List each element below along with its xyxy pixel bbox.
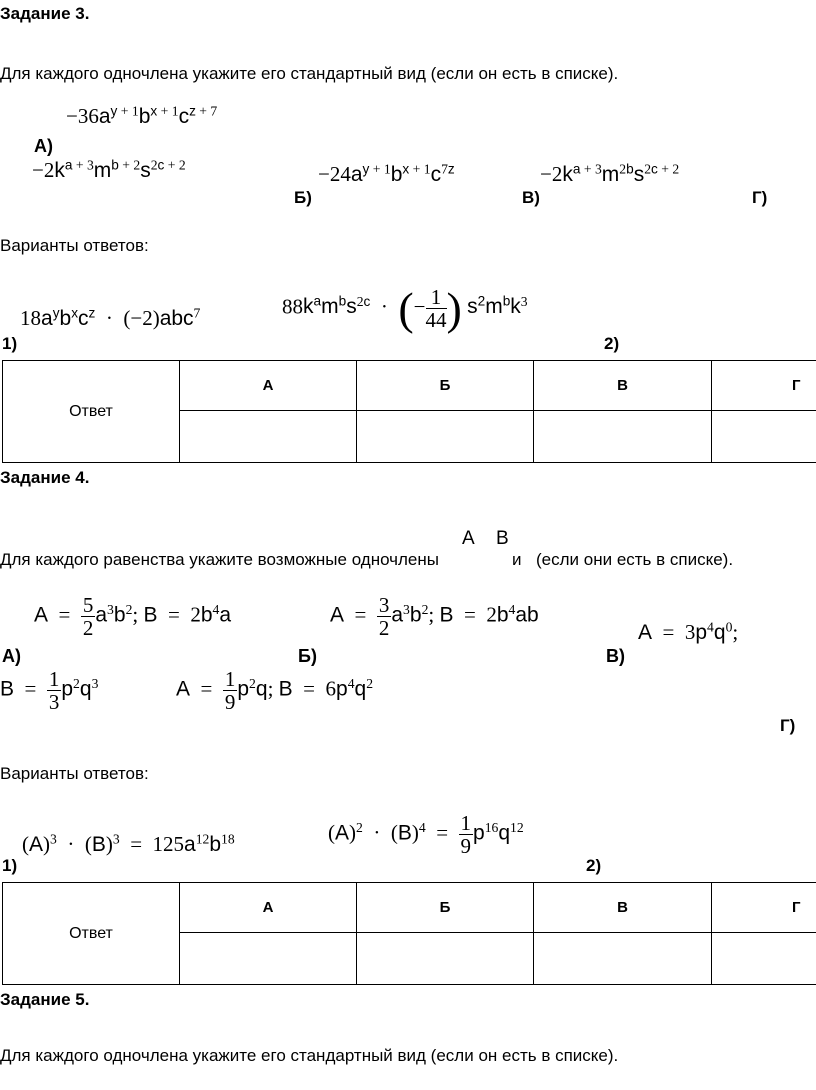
answer-row-label: Ответ <box>3 361 180 463</box>
task3-title: Задание 3. <box>0 4 90 23</box>
task4-item-v-label: В) <box>606 646 625 666</box>
task4-letter-a: A <box>462 528 475 549</box>
answer-cell-b[interactable] <box>357 411 534 463</box>
task5-title: Задание 5. <box>0 990 90 1009</box>
answer-row-label: Ответ <box>3 883 180 985</box>
task3-item-b-expr: $-2k^a$ $^{+ 3}m^b$ $^{+ 2}s^{2c + 2}$ <box>32 157 186 182</box>
task4-answer-table <box>2 882 816 985</box>
task3-item-a-label: А) <box>34 136 53 156</box>
task3-variant-2-expr: $88k^am^bs^{2c}$ · (− $\frac{1}{44}$ ) $s^2m^bk^3$ <box>282 283 528 334</box>
task3-variant-1-expr: $18a^yb^xc^z \cdot (-2)abc^7$ <box>20 305 201 330</box>
answer-cell-g[interactable] <box>712 933 816 985</box>
task4-item-a-label: А) <box>2 646 21 666</box>
task4-variant-2-expr: $(A)^2 \cdot (B)^4$ = $\frac{1}{9}$ $p^{16}q^{12}$ <box>328 811 524 859</box>
answer-col-a: А <box>180 883 357 933</box>
task4-item-v-expr-b: B = $\frac{1}{3}$ $p^2q^3$ <box>0 667 99 715</box>
task4-item-g-label: Г) <box>780 716 796 735</box>
task3-item-v-label: В) <box>522 188 540 207</box>
task4-variant-1-label: 1) <box>2 856 18 875</box>
task5-instruction: Для каждого одночлена укажите его стандартный вид (если он есть в списке). <box>0 1046 619 1065</box>
answer-cell-a[interactable] <box>180 411 357 463</box>
task3-item-b-label: Б) <box>294 188 312 207</box>
answer-col-v: В <box>534 883 712 933</box>
answer-col-a: А <box>180 361 357 411</box>
task4-conj: и <box>512 550 522 569</box>
task4-item-g-expr: A = $\frac{1}{9}$ $p^2q$; $B = 6p^4q^2$ <box>176 667 374 715</box>
answer-cell-v[interactable] <box>534 411 712 463</box>
task4-letter-b: B <box>496 528 509 549</box>
answer-col-b: Б <box>357 883 534 933</box>
task3-instruction: Для каждого одночлена укажите его стандартный вид (если он есть в списке). <box>0 64 619 83</box>
answer-cell-b[interactable] <box>357 933 534 985</box>
task3-item-g-label: Г) <box>752 188 768 207</box>
task3-item-v-expr: $-24a^y$ $^{+ 1}b^x$ $^{+ 1}c^{7z}$ <box>318 161 455 186</box>
task4-item-b-label: Б) <box>298 646 317 666</box>
task4-variant-2-label: 2) <box>586 856 602 875</box>
task4-item-v-expr-a: $A = 3p^4q^0$; <box>638 619 739 644</box>
task4-title: Задание 4. <box>0 468 90 487</box>
task4-instruction-before: Для каждого равенства укажите возможные одночлены <box>0 550 439 569</box>
answer-col-g: Г <box>712 361 816 411</box>
answer-cell-v[interactable] <box>534 933 712 985</box>
task3-item-a-expr: $-36a^y$ $^{+ 1}b^x$ $^{+ 1}c^z$ $^{+ 7}$ <box>66 103 218 128</box>
task4-variants-title: Варианты ответов: <box>0 764 149 783</box>
task3-answer-table <box>2 360 816 463</box>
task4-instruction-after: (если они есть в списке). <box>536 550 734 569</box>
task3-variant-1-label: 1) <box>2 334 18 353</box>
task4-item-b-expr: A = $\frac{3}{2}$ $a^3b^2$; $B = 2b^4ab$ <box>330 593 539 641</box>
task4-item-a-expr: A = $\frac{5}{2}$ $a^3b^2$; $B = 2b^4a$ <box>34 593 232 641</box>
answer-cell-a[interactable] <box>180 933 357 985</box>
task3-variant-2-label: 2) <box>604 334 620 353</box>
answer-col-g: Г <box>712 883 816 933</box>
task4-variant-1-expr: $(A)^3 \cdot (B)^3 = 125a^{12}b^{18}$ <box>22 831 235 856</box>
answer-col-b: Б <box>357 361 534 411</box>
task3-variants-title: Варианты ответов: <box>0 236 149 255</box>
task3-item-g-expr: $-2k^a$ $^{+ 3}m^{2b}s^{2c + 2}$ <box>540 161 680 186</box>
answer-cell-g[interactable] <box>712 411 816 463</box>
answer-col-v: В <box>534 361 712 411</box>
